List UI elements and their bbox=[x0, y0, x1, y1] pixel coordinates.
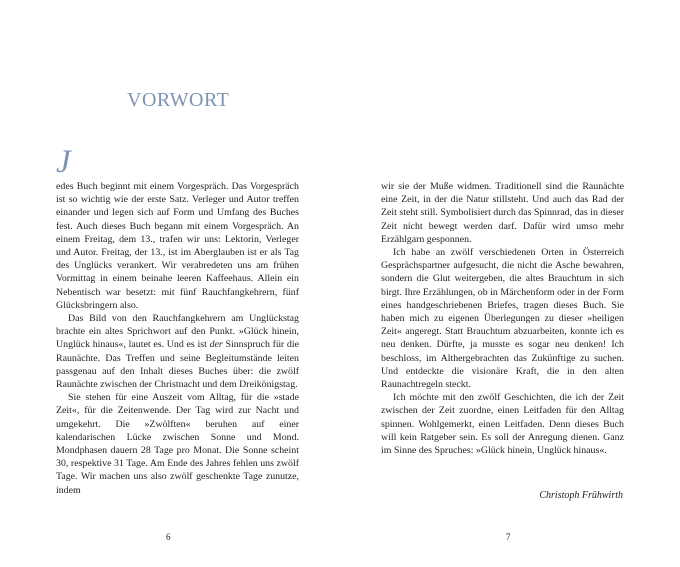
chapter-title: VORWORT bbox=[127, 89, 230, 111]
page-number: 6 bbox=[166, 532, 171, 542]
paragraph: Sie stehen für eine Auszeit vom Alltag, für die »stade Zeit«, für die Zeitenwende. Der Tag wird zur Nacht und umgekehrt. Die »Zwölften« beruhen auf einer kalendarischen Lücke zwischen Sonne und Mond. Mondphasen dauern 28 Tage pro Monat. Die Sonne scheint 30, respektive 31 Tage. Am Ende des Jahres fehlen uns zwölf Tage. Wir machen uns also zwölf geschenkte Tage zunutze, indem bbox=[56, 392, 299, 496]
right-body-text bbox=[381, 180, 624, 457]
paragraph: Ich möchte mit den zwölf Geschichten, die ich der Zeit zwischen der Zeit zuordne, einen Leitfaden für den Alltag spinnen. Wohlgemerkt, einen Leitfaden. Denn dieses Buch will kein Ratgeber sein. Es soll der Anregung dienen. Ganz im Sinne des Spruches: »Glück hinein, Unglück hinaus«. bbox=[381, 392, 624, 457]
page-number: 7 bbox=[506, 532, 511, 542]
paragraph: Das Bild von den Rauchfangkehrern am Unglückstag brachte ein altes Sprichwort auf den Punkt. »Glück hinein, Unglück hinaus«, lautet es. Und es ist der Sinnspruch für die Raunächte. Das Treffen und seine Begleitumstände leiten passgenau auf den Inhalt dieses Buches über: die zwölf Raunächte zwischen der Christnacht und dem Dreikönigstag. bbox=[56, 313, 299, 391]
emphasis: der bbox=[209, 339, 223, 351]
paragraph: edes Buch beginnt mit einem Vorgespräch. Das Vorgespräch ist so wichtig wie der erste Satz. Verleger und Autor treffen einander und legen sich auf Form und Umfang des Buches fest. Auch dieses Buch begann mit einem Vorgespräch. An einem Freitag, dem 13., trafen wir uns: Lektorin, Verleger und Autor. Freitag, der 13., ist im Aberglauben ist er als Tag des Unglücks verankert. Wir verabredeten uns am frühen Vormittag in einem beinahe leeren Kaffeehaus. Allein ein Nebentisch war besetzt: mit fünf Rauchfangkehrern, fünf Glücksbringern also. bbox=[56, 181, 299, 311]
left-body-text bbox=[56, 180, 299, 497]
right-page bbox=[340, 0, 680, 567]
paragraph: Ich habe an zwölf verschiedenen Orten in Österreich Gesprächspartner aufgesucht, die nicht die Asche bewahren, sondern die Glut weitergeben, die altes Brauchtum in sich birgt. Ihre Erzählungen, ob in Märchenform oder in der Form eines handgeschriebenen Briefes, tragen dieses Buch. Sie haben mich zu eigenen Überlegungen zu dieser »heiligen Zeit« angeregt. Statt Brauchtum abzuarbeiten, konnte ich es neu denken. Dürfte, ja musste es sogar neu denken! Ich beschloss, im Althergebrachten das Zukünftige zu suchen. Und entdeckte die visionäre Kraft, die in den alten Raunachtregeln steckt. bbox=[381, 247, 624, 391]
drop-cap: J bbox=[56, 144, 71, 180]
paragraph: wir sie der Muße widmen. Traditionell sind die Raunächte eine Zeit, in der die Natur stillsteht. Und auch das Rad der Zeit steht still. Symbolisiert durch das Spinnrad, das in dieser Zeit nicht bewegt werden darf. Dafür wird umso mehr Erzählgarn gesponnen. bbox=[381, 181, 624, 245]
author-signature: Christoph Frühwirth bbox=[539, 490, 623, 501]
